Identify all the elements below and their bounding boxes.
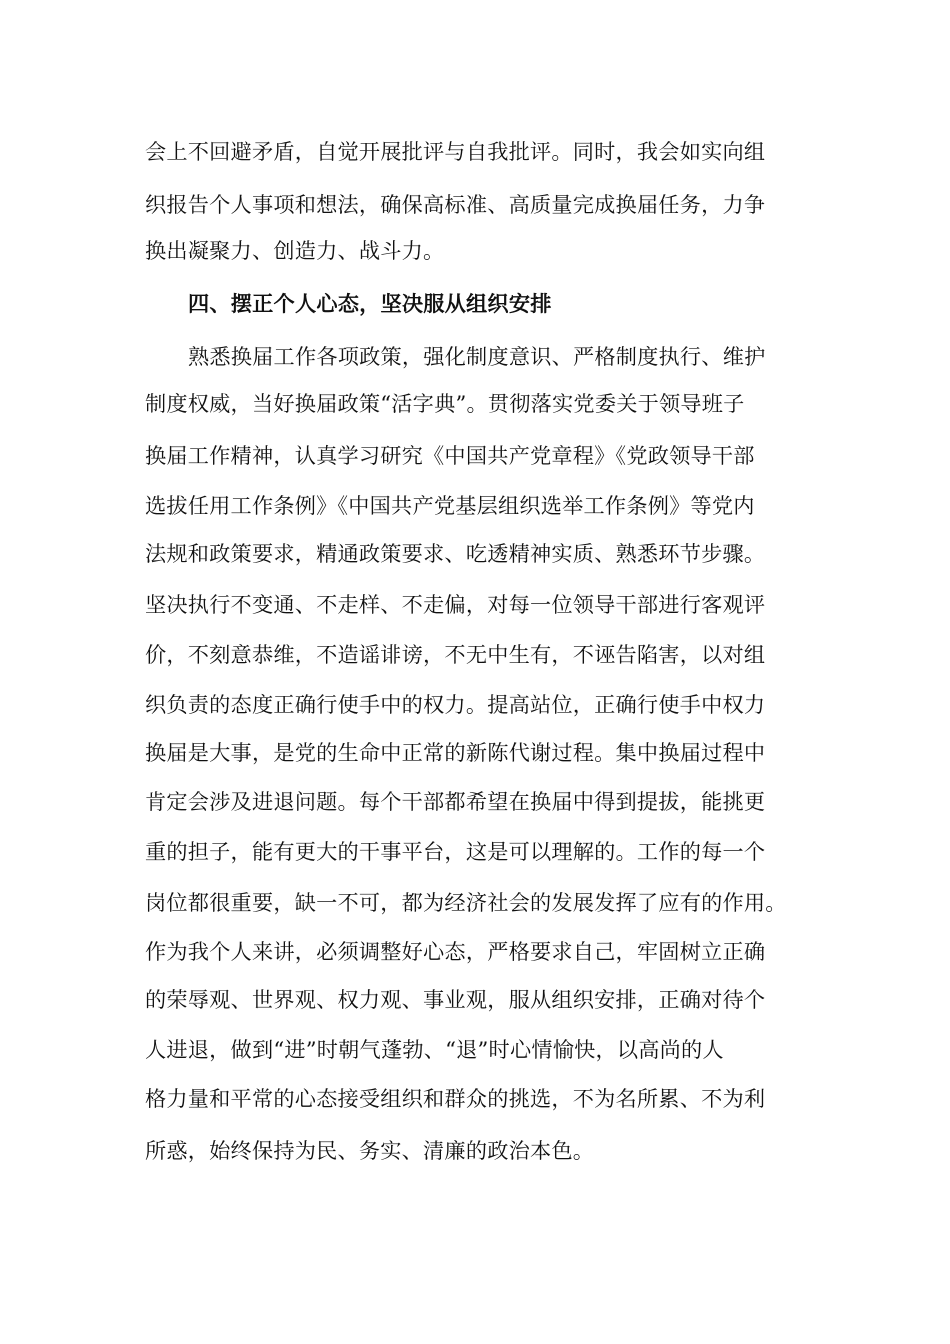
paragraph-line: 的荣辱观、世界观、权力观、事业观，服从组织安排，正确对待个 xyxy=(145,987,766,1012)
paragraph-line: 坚决执行不变通、不走样、不走偏，对每一位领导干部进行客观评 xyxy=(145,592,766,617)
paragraph-line: 格力量和平常的心态接受组织和群众的挑选，不为名所累、不为利 xyxy=(145,1086,766,1111)
paragraph-line: 所惑，始终保持为民、务实、清廉的政治本色。 xyxy=(145,1138,595,1163)
paragraph-line: 选拔任用工作条例》《中国共产党基层组织选举工作条例》等党内 xyxy=(145,493,755,518)
paragraph-line: 会上不回避矛盾，自觉开展批评与自我批评。同时，我会如实向组 xyxy=(145,139,766,164)
paragraph-line: 换出凝聚力、创造力、战斗力。 xyxy=(145,238,445,263)
paragraph-line: 岗位都很重要，缺一不可，都为经济社会的发展发挥了应有的作用。 xyxy=(145,890,787,915)
paragraph-line: 换届工作精神，认真学习研究《中国共产党章程》《党政领导干部 xyxy=(145,443,755,468)
paragraph-line: 作为我个人来讲，必须调整好心态，严格要求自己，牢固树立正确 xyxy=(145,939,766,964)
paragraph-line: 织报告个人事项和想法，确保高标准、高质量完成换届任务，力争 xyxy=(145,192,766,217)
paragraph-line: 熟悉换届工作各项政策，强化制度意识、严格制度执行、维护 xyxy=(188,344,766,369)
section-heading: 四、摆正个人心态，坚决服从组织安排 xyxy=(188,291,552,316)
paragraph-line: 价，不刻意恭维，不造谣诽谤，不无中生有，不诬告陷害，以对组 xyxy=(145,642,766,667)
paragraph-line: 制度权威，当好换届政策“活字典”。贯彻落实党委关于领导班子 xyxy=(145,391,745,416)
paragraph-line: 换届是大事，是党的生命中正常的新陈代谢过程。集中换届过程中 xyxy=(145,740,766,765)
paragraph-line: 人进退，做到“进”时朝气蓬勃、“退”时心情愉快，以高尚的人 xyxy=(145,1037,724,1062)
paragraph-line: 肯定会涉及进退问题。每个干部都希望在换届中得到提拔，能挑更 xyxy=(145,789,766,814)
paragraph-line: 织负责的态度正确行使手中的权力。提高站位，正确行使手中权力 xyxy=(145,692,766,717)
paragraph-line: 重的担子，能有更大的干事平台，这是可以理解的。工作的每一个 xyxy=(145,839,766,864)
paragraph-line: 法规和政策要求，精通政策要求、吃透精神实质、熟悉环节步骤。 xyxy=(145,541,766,566)
